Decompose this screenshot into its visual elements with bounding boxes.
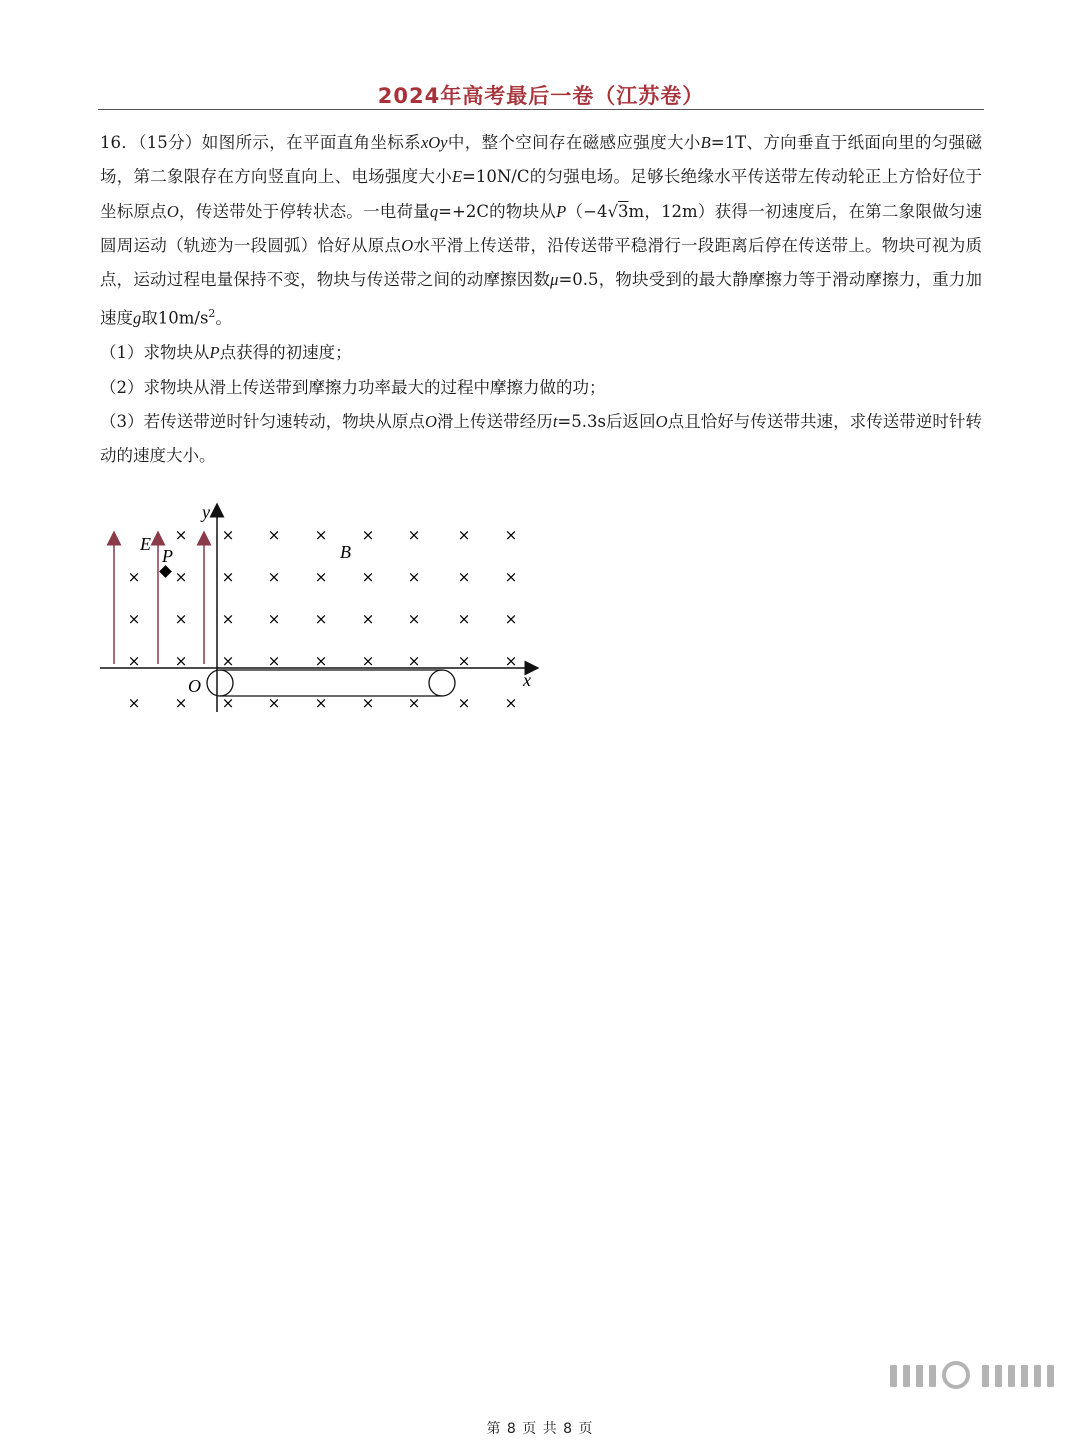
field-cross: × bbox=[504, 568, 518, 586]
symbol-P: P bbox=[556, 201, 567, 221]
symbol-O: O bbox=[424, 411, 437, 431]
stem-text: =1T、方向垂直于纸面向里的匀强磁场，第二象限存在方向竖直向上、电场强度大小 bbox=[100, 133, 983, 187]
field-cross: × bbox=[457, 694, 471, 712]
field-cross: × bbox=[407, 694, 421, 712]
stem-text: 中，整个空间存在磁感应强度大小 bbox=[447, 133, 701, 152]
field-cross: × bbox=[174, 568, 188, 586]
field-cross: × bbox=[174, 526, 188, 544]
problem-score: （15分） bbox=[138, 133, 202, 152]
field-cross: × bbox=[361, 652, 375, 670]
stem-text: 取10m/s bbox=[141, 308, 209, 328]
conveyor-right-wheel bbox=[429, 670, 455, 696]
symbol-q: q bbox=[429, 201, 439, 221]
field-cross: × bbox=[457, 610, 471, 628]
q1-text: （1）求物块从 bbox=[100, 343, 210, 363]
field-cross: × bbox=[361, 526, 375, 544]
symbol-g: g bbox=[133, 308, 142, 328]
field-cross: × bbox=[127, 652, 141, 670]
superscript-2: 2 bbox=[208, 307, 216, 321]
sqrt-sign: √ bbox=[607, 201, 618, 221]
field-cross: × bbox=[314, 652, 328, 670]
field-cross: × bbox=[267, 652, 281, 670]
question-1 bbox=[100, 336, 982, 370]
symbol-t: t bbox=[552, 411, 558, 431]
stem-text: =+2C的物块从 bbox=[438, 201, 557, 221]
electric-field-label: E bbox=[140, 534, 151, 554]
stem-text: m，12m）获得一初速度后，在第二象限做匀速圆周运动（轨迹为一段圆弧）恰好从原点 bbox=[100, 201, 983, 255]
field-cross: × bbox=[127, 610, 141, 628]
field-cross: × bbox=[314, 610, 328, 628]
q3-text: 滑上传送带经历 bbox=[436, 411, 553, 431]
field-cross: × bbox=[267, 526, 281, 544]
field-cross: × bbox=[457, 568, 471, 586]
field-cross: × bbox=[457, 526, 471, 544]
magnetic-field-label: B bbox=[340, 542, 351, 562]
stem-text: 如图所示，在平面直角坐标系 bbox=[201, 133, 421, 152]
symbol-O: O bbox=[401, 235, 414, 255]
sqrt-argument: 3 bbox=[617, 201, 629, 221]
field-cross: × bbox=[407, 652, 421, 670]
field-cross: × bbox=[314, 694, 328, 712]
field-cross: × bbox=[361, 610, 375, 628]
field-cross: × bbox=[127, 568, 141, 586]
magnetic-field-crosses bbox=[128, 526, 518, 712]
stem-text: 水平滑上传送带，沿传送带平稳滑行一段距离后停在传送带上。物块可视为质点，运动过程电量保持不变，物块与传送带之间的动摩擦因数 bbox=[100, 235, 983, 290]
field-cross: × bbox=[504, 694, 518, 712]
header-divider bbox=[98, 109, 984, 110]
field-cross: × bbox=[174, 694, 188, 712]
symbol-B: B bbox=[700, 133, 711, 152]
field-cross: × bbox=[221, 568, 235, 586]
field-cross: × bbox=[221, 526, 235, 544]
symbol-O: O bbox=[166, 201, 179, 221]
page-footer: 第 8 页 共 8 页 bbox=[486, 1421, 594, 1437]
q3-text: =5.3s后返回 bbox=[557, 411, 656, 431]
q3-text: （3）若传送带逆时针匀速转动，物块从原点 bbox=[100, 411, 425, 431]
block-P bbox=[159, 565, 172, 578]
field-cross: × bbox=[314, 568, 328, 586]
field-cross: × bbox=[127, 694, 141, 712]
field-cross: × bbox=[407, 610, 421, 628]
q3-text: 点且恰好与传送带共速，求传送带逆时针转动的速度大小。 bbox=[100, 411, 982, 466]
stem-text: ，传送带处于停转状态。一电荷量 bbox=[178, 201, 430, 221]
field-cross: × bbox=[504, 610, 518, 628]
field-cross: × bbox=[267, 568, 281, 586]
field-cross: × bbox=[407, 568, 421, 586]
question-3 bbox=[100, 405, 982, 474]
field-cross: × bbox=[361, 568, 375, 586]
point-P-label: P bbox=[162, 546, 173, 566]
page-header-title: 2024年高考最后一卷（江苏卷） bbox=[377, 84, 705, 108]
coord-system-symbol: xOy bbox=[420, 133, 448, 152]
problem-16 bbox=[100, 126, 982, 473]
field-cross: × bbox=[267, 610, 281, 628]
conveyor-left-wheel bbox=[207, 670, 233, 696]
field-cross: × bbox=[504, 652, 518, 670]
field-cross: × bbox=[407, 526, 421, 544]
problem-number: 16． bbox=[100, 133, 139, 152]
field-cross: × bbox=[221, 610, 235, 628]
symbol-mu: μ bbox=[550, 270, 559, 290]
stem-text: （−4 bbox=[566, 201, 608, 221]
field-cross: × bbox=[221, 652, 235, 670]
question-2: （2）求物块从滑上传送带到摩擦力功率最大的过程中摩擦力做的功； bbox=[100, 377, 606, 397]
field-cross: × bbox=[457, 652, 471, 670]
field-cross: × bbox=[314, 526, 328, 544]
field-cross: × bbox=[174, 652, 188, 670]
y-axis-label: y bbox=[202, 502, 210, 522]
x-axis-label: x bbox=[523, 670, 531, 690]
origin-label: O bbox=[188, 676, 201, 696]
symbol-O: O bbox=[655, 411, 668, 431]
q1-text: 点获得的初速度； bbox=[219, 343, 352, 363]
field-cross: × bbox=[221, 694, 235, 712]
field-cross: × bbox=[267, 694, 281, 712]
field-cross: × bbox=[504, 526, 518, 544]
field-cross: × bbox=[361, 694, 375, 712]
problem-stem bbox=[100, 126, 982, 336]
stem-text: =0.5，物块受到的最大静摩擦力等于滑动摩擦力，重力加速度 bbox=[100, 270, 983, 328]
stem-text: =10N/C的匀强电场。足够长绝缘水平传送带左传动轮正上方恰好位于坐标原点 bbox=[100, 167, 982, 221]
stem-text: 。 bbox=[215, 308, 232, 328]
physics-diagram bbox=[96, 500, 546, 720]
symbol-P: P bbox=[209, 343, 220, 363]
field-cross: × bbox=[174, 610, 188, 628]
symbol-E: E bbox=[451, 167, 463, 187]
